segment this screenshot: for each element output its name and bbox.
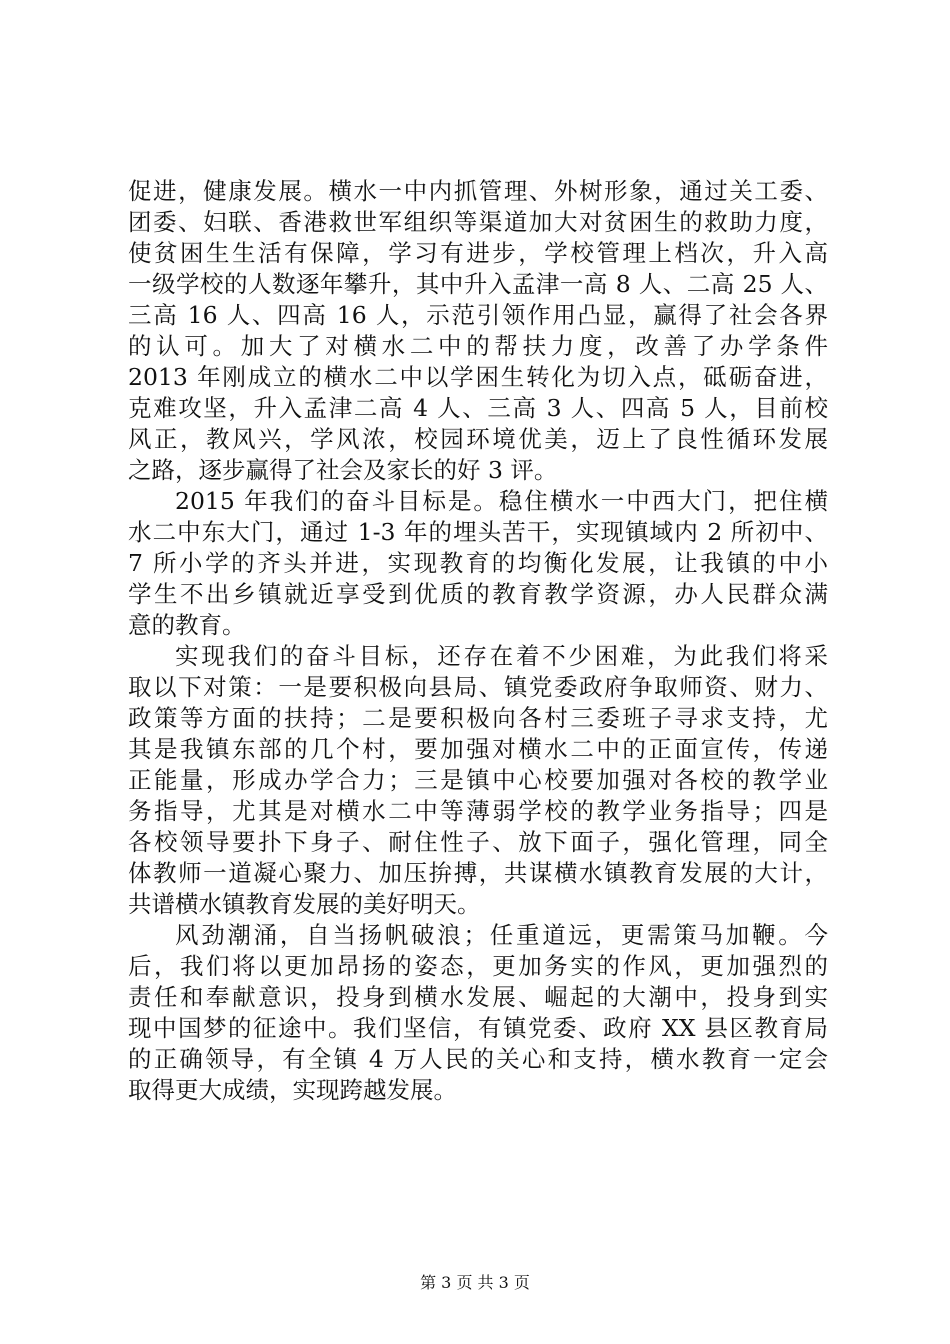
text-line: 水二中东大门，通过 1-3 年的埋头苦干，实现镇域内 2 所初中、 — [128, 518, 828, 546]
text-line: 的认可。加大了对横水二中的帮扶力度，改善了办学条件 — [128, 332, 828, 360]
paragraph-first-line: 风劲潮涌，自当扬帆破浪；任重道远，更需策马加鞭。今 — [175, 921, 828, 949]
text-line: 取以下对策：一是要积极向县局、镇党委政府争取师资、财力、 — [128, 673, 828, 701]
text-line: 7 所小学的齐头并进，实现教育的均衡化发展，让我镇的中小 — [128, 549, 828, 577]
text-line: 务指导，尤其是对横水二中等薄弱学校的教学业务指导；四是 — [128, 797, 828, 825]
text-line: 之路，逐步赢得了社会及家长的好 3 评。 — [128, 456, 558, 484]
text-line: 体教师一道凝心聚力、加压拚搏，共谋横水镇教育发展的大计， — [128, 859, 828, 887]
text-line: 其是我镇东部的几个村，要加强对横水二中的正面宣传，传递 — [128, 735, 828, 763]
text-line: 责任和奉献意识，投身到横水发展、崛起的大潮中，投身到实 — [128, 983, 828, 1011]
text-line: 政策等方面的扶持；二是要积极向各村三委班子寻求支持，尤 — [128, 704, 828, 732]
text-line: 的正确领导，有全镇 4 万人民的关心和支持，横水教育一定会 — [128, 1045, 828, 1073]
text-line: 风正，教风兴，学风浓，校园环境优美，迈上了良性循环发展 — [128, 425, 828, 453]
body-text — [128, 176, 828, 1106]
text-line: 一级学校的人数逐年攀升，其中升入孟津一高 8 人、二高 25 人、 — [128, 270, 828, 298]
text-line: 取得更大成绩，实现跨越发展。 — [128, 1076, 457, 1104]
text-line: 团委、妇联、香港救世军组织等渠道加大对贫困生的救助力度， — [128, 208, 828, 236]
paragraph-first-line: 2015 年我们的奋斗目标是。稳住横水一中西大门，把住横 — [175, 487, 828, 515]
text-line: 现中国梦的征途中。我们坚信，有镇党委、政府 XX 县区教育局 — [128, 1014, 828, 1042]
text-line: 后，我们将以更加昂扬的姿态，更加务实的作风，更加强烈的 — [128, 952, 828, 980]
paragraph-first-line: 实现我们的奋斗目标，还存在着不少困难，为此我们将采 — [175, 642, 828, 670]
text-line: 正能量，形成办学合力；三是镇中心校要加强对各校的教学业 — [128, 766, 828, 794]
text-line: 促进，健康发展。横水一中内抓管理、外树形象，通过关工委、 — [128, 177, 828, 205]
text-line: 共谱横水镇教育发展的美好明天。 — [128, 890, 481, 918]
text-line: 意的教育。 — [128, 611, 246, 639]
text-line: 各校领导要扑下身子、耐住性子、放下面子，强化管理，同全 — [128, 828, 828, 856]
text-line: 学生不出乡镇就近享受到优质的教育教学资源，办人民群众满 — [128, 580, 828, 608]
text-line: 使贫困生生活有保障，学习有进步，学校管理上档次，升入高 — [128, 239, 828, 267]
text-line: 三高 16 人、四高 16 人，示范引领作用凸显，赢得了社会各界 — [128, 301, 828, 329]
text-line: 2013 年刚成立的横水二中以学困生转化为切入点，砥砺奋进， — [128, 363, 828, 391]
text-line: 克难攻坚，升入孟津二高 4 人、三高 3 人、四高 5 人，目前校 — [128, 394, 828, 422]
page-footer: 第 3 页 共 3 页 — [420, 1273, 530, 1292]
